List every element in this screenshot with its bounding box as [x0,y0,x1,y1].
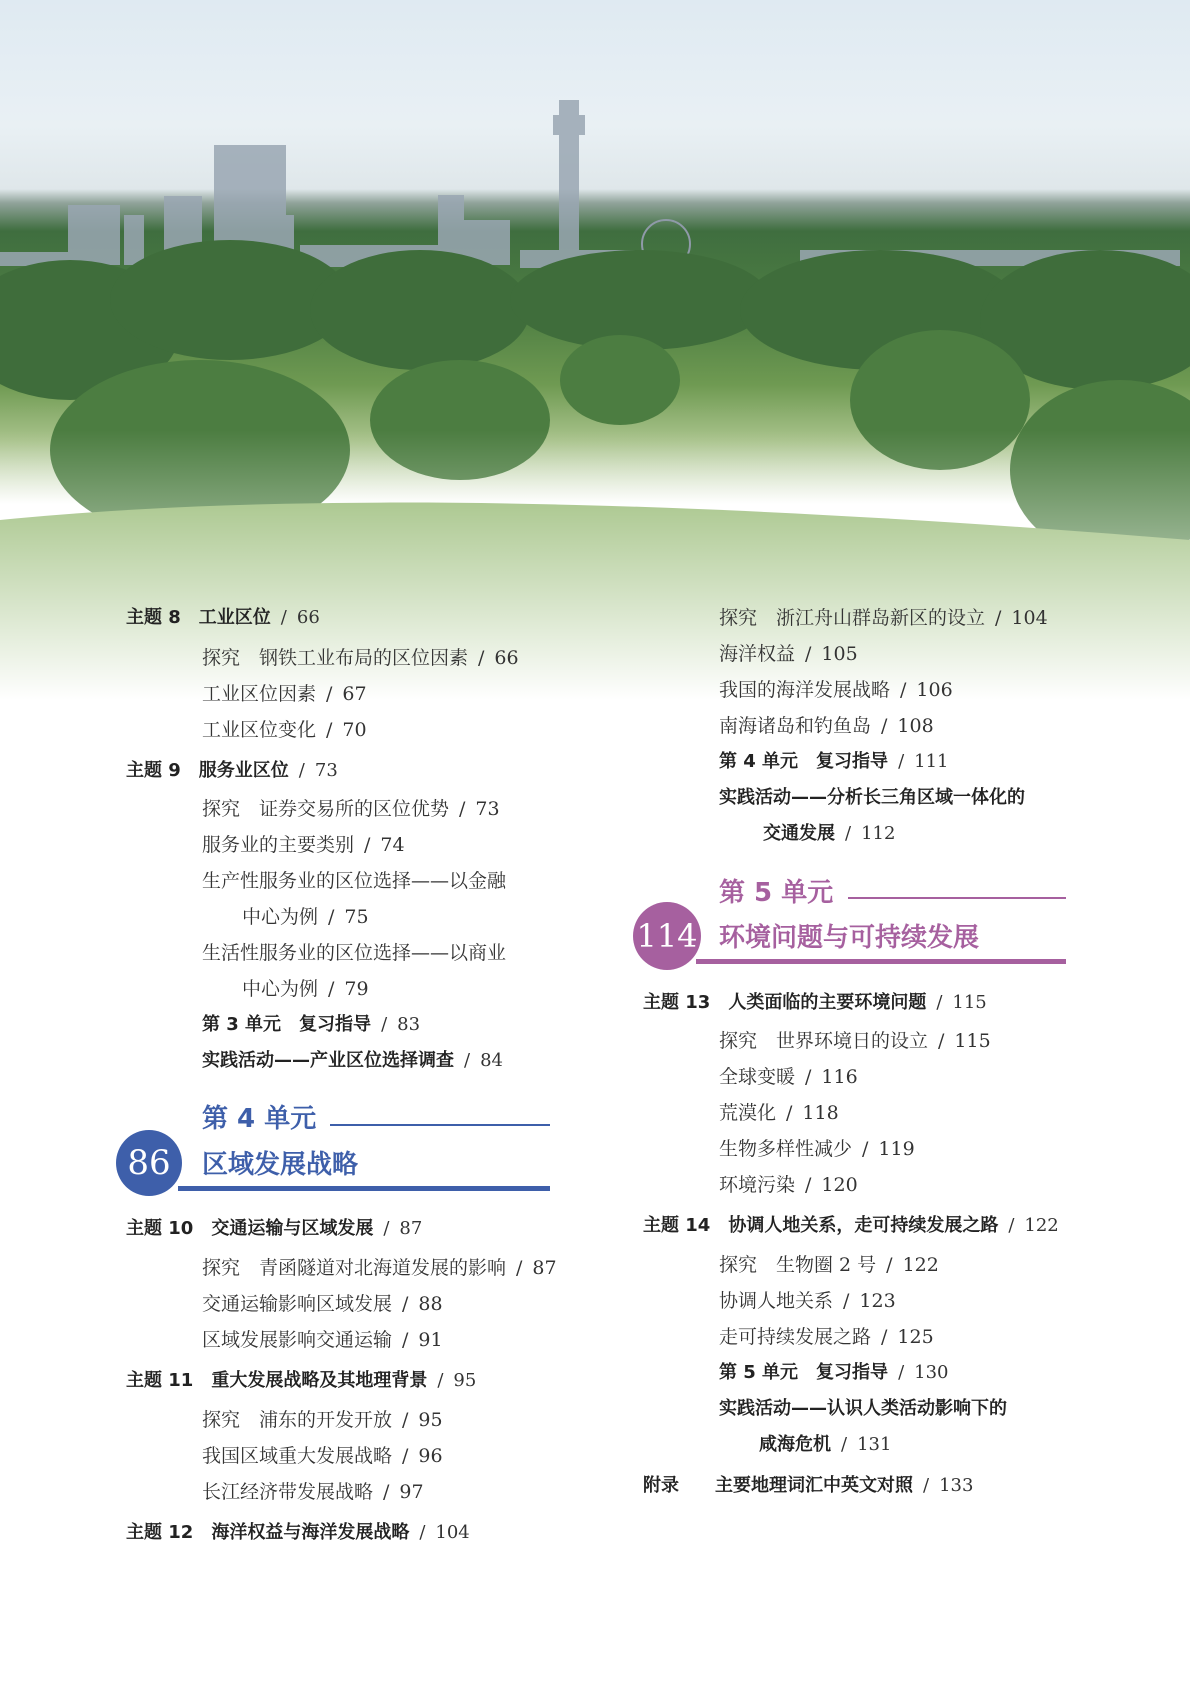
toc-entry[interactable]: 环境污染 / 120 [719,1174,858,1196]
toc-entry-continued[interactable]: 中心为例 / 79 [242,978,369,1000]
toc-entry[interactable]: 荒漠化 / 118 [719,1102,839,1124]
unit-4-thick-rule [178,1186,550,1191]
toc-topic-13[interactable]: 主题 13 人类面临的主要环境问题 / 115 [643,992,987,1013]
toc-entry[interactable]: 探究 青函隧道对北海道发展的影响 / 87 [202,1257,557,1279]
toc-entry-review[interactable]: 第 5 单元 复习指导 / 130 [719,1362,949,1383]
toc-entry[interactable]: 南海诸岛和钓鱼岛 / 108 [719,715,934,737]
toc-entry-review[interactable]: 第 4 单元 复习指导 / 111 [719,751,949,772]
toc-entry-review[interactable]: 第 3 单元 复习指导 / 83 [202,1014,421,1035]
toc-entry-practice[interactable]: 实践活动——认识人类活动影响下的 [719,1398,1007,1419]
unit-5-page-number: 114 [633,902,701,970]
toc-entry[interactable]: 工业区位因素 / 67 [202,683,367,705]
toc-entry[interactable]: 全球变暖 / 116 [719,1066,858,1088]
toc-entry[interactable]: 协调人地关系 / 123 [719,1290,896,1312]
toc-entry[interactable]: 探究 证券交易所的区位优势 / 73 [202,798,500,820]
toc-entry[interactable]: 长江经济带发展战略 / 97 [202,1481,424,1503]
toc-appendix[interactable]: 附录 主要地理词汇中英文对照 / 133 [643,1475,974,1496]
unit-4-thin-rule [330,1124,550,1126]
toc-entry[interactable]: 探究 浦东的开发开放 / 95 [202,1409,443,1431]
unit-4-title: 区域发展战略 [202,1150,359,1180]
toc-entry[interactable]: 生物多样性减少 / 119 [719,1138,915,1160]
toc-entry[interactable]: 探究 生物圈 2 号 / 122 [719,1254,939,1276]
toc-entry[interactable]: 探究 钢铁工业布局的区位因素 / 66 [202,647,519,669]
toc-topic-14[interactable]: 主题 14 协调人地关系，走可持续发展之路 / 122 [643,1215,1059,1236]
toc-topic-12[interactable]: 主题 12 海洋权益与海洋发展战略 / 104 [126,1522,470,1543]
unit-5-title: 环境问题与可持续发展 [719,923,980,953]
toc-entry[interactable]: 服务业的主要类别 / 74 [202,834,405,856]
cover-photo-park-skyline [0,0,1190,700]
toc-entry[interactable]: 交通运输影响区域发展 / 88 [202,1293,443,1315]
toc-entry[interactable]: 走可持续发展之路 / 125 [719,1326,934,1348]
unit-4-page-number: 86 [116,1130,182,1196]
toc-entry[interactable]: 工业区位变化 / 70 [202,719,367,741]
toc-entry-practice-continued[interactable]: 交通发展 / 112 [763,823,896,844]
toc-entry[interactable]: 探究 世界环境日的设立 / 115 [719,1030,991,1052]
toc-topic-9[interactable]: 主题 9 服务业区位 / 73 [126,760,338,781]
toc-entry[interactable]: 我国的海洋发展战略 / 106 [719,679,953,701]
toc-entry-continued[interactable]: 中心为例 / 75 [242,906,369,928]
unit-5-thick-rule [696,959,1066,964]
toc-entry[interactable]: 区域发展影响交通运输 / 91 [202,1329,443,1351]
toc-entry[interactable]: 探究 浙江舟山群岛新区的设立 / 104 [719,607,1048,629]
toc-entry[interactable]: 生活性服务业的区位选择——以商业 [202,942,507,964]
toc-entry[interactable]: 我国区域重大发展战略 / 96 [202,1445,443,1467]
toc-topic-11[interactable]: 主题 11 重大发展战略及其地理背景 / 95 [126,1370,477,1391]
toc-entry-practice-continued[interactable]: 咸海危机 / 131 [759,1434,892,1455]
toc-entry[interactable]: 生产性服务业的区位选择——以金融 [202,870,507,892]
unit-5-label: 第 5 单元 [719,878,834,908]
toc-topic-8[interactable]: 主题 8 工业区位 / 66 [126,607,320,628]
unit-5-thin-rule [848,897,1066,899]
toc-entry[interactable]: 海洋权益 / 105 [719,643,858,665]
toc-entry-practice[interactable]: 实践活动——分析长三角区域一体化的 [719,787,1025,808]
toc-topic-10[interactable]: 主题 10 交通运输与区域发展 / 87 [126,1218,423,1239]
skyline-illustration [0,0,1190,700]
toc-entry-practice[interactable]: 实践活动——产业区位选择调查 / 84 [202,1050,503,1071]
unit-4-label: 第 4 单元 [202,1104,317,1134]
